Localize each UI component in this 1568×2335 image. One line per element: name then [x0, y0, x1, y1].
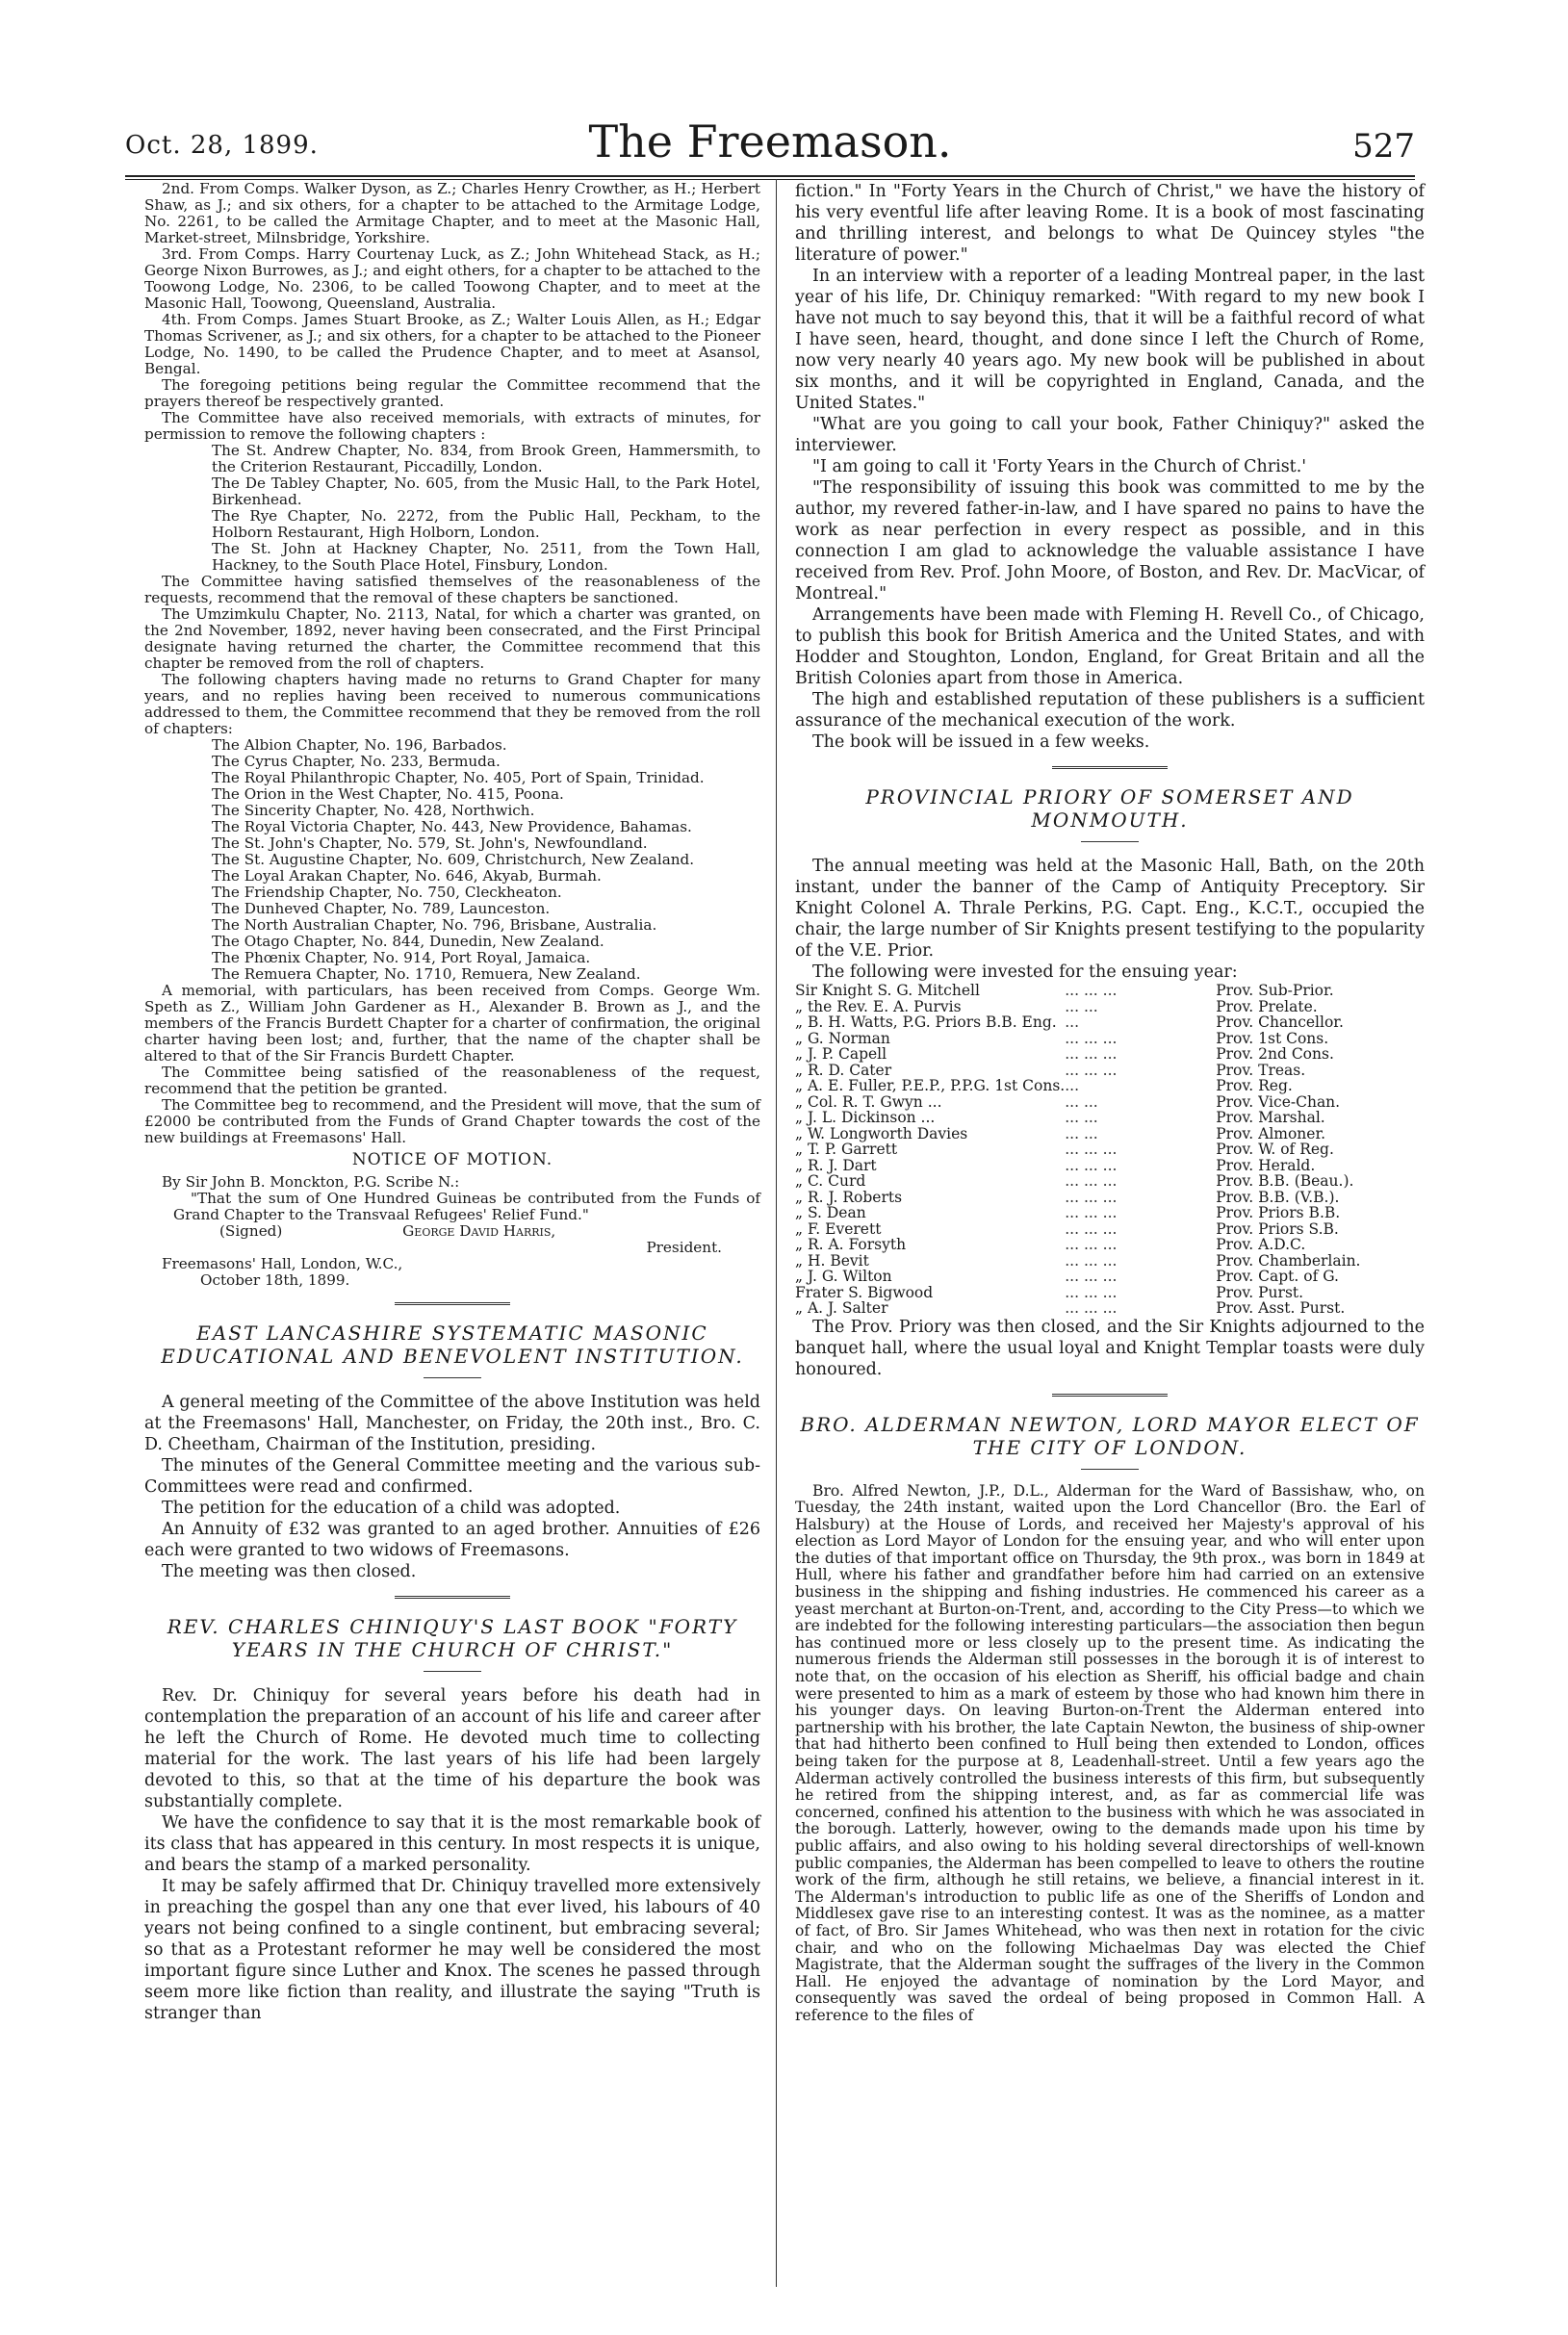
- east-lancashire-heading: EAST LANCASHIRE SYSTEMATIC MASONIC EDUCATIONAL AND BENEVOLENT INSTITUTION.: [161, 1321, 744, 1368]
- column-divider: [776, 179, 777, 2287]
- table-row: [795, 1269, 1425, 1285]
- officer-name: „ R. J. Dart: [795, 1156, 877, 1174]
- table-row: [795, 1063, 1425, 1079]
- list-item: The Friendship Chapter, No. 750, Cleckheaton.: [212, 884, 562, 901]
- table-row: [795, 1158, 1425, 1174]
- paragraph: The annual meeting was held at the Masonic Hall, Bath, on the 20th instant, under the banner of the Camp of Antiquity Preceptory. Sir Knight Colonel A. Thrale Perkins, P.G. Capt. Eng., K.C.T., occupied the chair, the large number of Sir Knights present testifying to the popularity of the V.E. Prior.: [795, 857, 1425, 961]
- paragraph: The Committee being satisfied of the reasonableness of the request, recommend that the petition be granted.: [144, 1064, 760, 1097]
- leader-dots: ... ... ...: [1065, 1045, 1118, 1063]
- signatory-name: George David Harris,: [402, 1222, 556, 1240]
- table-row: [795, 1285, 1425, 1301]
- newton-heading: BRO. ALDERMAN NEWTON, LORD MAYOR ELECT OF THE CITY OF LONDON.: [800, 1412, 1420, 1459]
- list-item: The Otago Chapter, No. 844, Dunedin, New Zealand.: [212, 933, 604, 950]
- officer-name: „ J. P. Capell: [795, 1045, 887, 1063]
- list-item: The Royal Philanthropic Chapter, No. 405, Port of Spain, Trinidad.: [212, 769, 705, 786]
- paragraph: The minutes of the General Committee meeting and the various sub-Committees were read and confirmed.: [144, 1456, 760, 1497]
- table-row: [795, 1126, 1425, 1142]
- officer-office: Prov. Purst.: [1216, 1283, 1304, 1301]
- paragraph: The Committee having satisfied themselves of the reasonableness of the requests, recommend that the removal of these chapters be sanctioned.: [144, 573, 760, 606]
- leader-dots: ... ... ...: [1065, 1172, 1118, 1190]
- paragraph: A general meeting of the Committee of the above Institution was held at the Freemasons' Hall, Manchester, on Friday, the 20th inst., Bro. C. D. Cheetham, Chairman of the Institution, presiding.: [144, 1393, 760, 1454]
- section-rule: [395, 1596, 510, 1602]
- priory-closing: [795, 1317, 1425, 1380]
- officer-name: „ J. L. Dickinson ...: [795, 1109, 936, 1126]
- paragraph: The following were invested for the ensuing year:: [812, 962, 1238, 982]
- masthead: [125, 115, 1415, 173]
- paragraph: The Committee beg to recommend, and the President will move, that the sum of £2000 be contributed from the Funds of Grand Chapter towards the cost of the new buildings at Freemasons' Hall.: [144, 1096, 760, 1146]
- section-rule: [1052, 766, 1168, 772]
- officer-office: Prov. 1st Cons.: [1216, 1029, 1329, 1047]
- paragraph: Rev. Dr. Chiniquy for several years before his death had in contemplation the preparation of an account of his life and career after he left the Church of Rome. He devoted much time to collecting material for the work. The last years of his life had been largely devoted to this, so that at the time of his departure the book was substantially complete.: [144, 1686, 760, 1811]
- priory-heading: PROVINCIAL PRIORY OF SOMERSET AND MONMOUTH.: [865, 785, 1354, 832]
- officer-office: Prov. A.D.C.: [1216, 1236, 1306, 1253]
- officer-office: Prov. Sub-Prior.: [1216, 982, 1334, 999]
- issue-date: Oct. 28, 1899.: [125, 131, 319, 160]
- notice-title: NOTICE OF MOTION.: [351, 1150, 553, 1169]
- leader-dots: ...: [1065, 1077, 1080, 1094]
- leader-dots: ... ... ...: [1065, 1251, 1118, 1270]
- minutes-block: [144, 181, 760, 443]
- table-row: [795, 1031, 1425, 1047]
- list-item: The Phœnix Chapter, No. 914, Port Royal, Jamaica.: [212, 949, 591, 966]
- leader-dots: ... ...: [1065, 1109, 1098, 1126]
- table-row: [795, 1078, 1425, 1094]
- officer-office: Prov. W. of Reg.: [1216, 1141, 1334, 1158]
- heading-rule: [424, 1377, 481, 1378]
- leader-dots: ... ...: [1065, 997, 1098, 1015]
- officer-name: „ W. Longworth Davies: [795, 1124, 968, 1142]
- officers-table: [795, 983, 1425, 1317]
- signatory-title: President.: [646, 1239, 722, 1256]
- list-item: The St. Andrew Chapter, No. 834, from Brook Green, Hammersmith, to the Criterion Restaurant, Piccadilly, London.: [212, 442, 760, 475]
- priory-body: [795, 856, 1425, 983]
- heading-rule: [424, 1671, 481, 1672]
- leader-dots: ... ...: [1065, 1092, 1098, 1111]
- chiniquy-heading: REV. CHARLES CHINIQUY'S LAST BOOK "FORTY YEARS IN THE CHURCH OF CHRIST.": [167, 1615, 738, 1661]
- officer-name: Frater S. Bigwood: [795, 1283, 934, 1301]
- right-column: [795, 181, 1425, 2025]
- table-row: [795, 1300, 1425, 1317]
- leader-dots: ... ... ...: [1065, 1156, 1118, 1174]
- paragraph: "The responsibility of issuing this book was committed to me by the author, my revered father-in-law, and I have spared no pains to have the work as near perfection in every respect as possible, and in this connection I am glad to acknowledge the valuable assistance I have received from Rev. Prof. John Moore, of Boston, and Rev. Dr. MacVicar, of Montreal.": [795, 478, 1425, 603]
- notice-by: By Sir John B. Monckton, P.G. Scribe N.:: [162, 1173, 460, 1191]
- paragraph: 4th. From Comps. James Stuart Brooke, as Z.; Walter Louis Allen, as H.; Edgar Thomas Scrivener, as J.; and six others, for a chapter to be attached to the Pioneer Lodge, No. 1490, to be called the Prudence Chapter, and to meet at Asansol, Bengal.: [144, 311, 760, 377]
- leader-dots: ... ... ...: [1065, 1268, 1118, 1285]
- paragraph: In an interview with a reporter of a leading Montreal paper, in the last year of his life, Dr. Chiniquy remarked: "With regard to my new book I have not much to say beyond this, that it will be a faithful record of what I have seen, heard, thought, and done since I left the Church of Rome, now very nearly 40 years ago. My new book will be published in about six months, and it will be copyrighted in England, Canada, and the United States.": [795, 267, 1425, 413]
- paragraph: 2nd. From Comps. Walker Dyson, as Z.; Charles Henry Crowther, as H.; Herbert Shaw, as J.; and six others, for a chapter to be attached to the Armitage Lodge, No. 2261, to be called the Armitage Chapter, and to meet at the Masonic Hall, Market-street, Milnsbridge, Yorkshire.: [144, 180, 760, 246]
- newspaper-title: The Freemason.: [588, 115, 952, 167]
- table-row: [795, 983, 1425, 999]
- paragraph: 3rd. From Comps. Harry Courtenay Luck, as Z.; John Whitehead Stack, as H.; George Nixon Burrowes, as J.; and eight others, for a chapter to be attached to the Toowong Lodge, No. 2306, to be called Toowong Chapter, and to meet at the Masonic Hall, Toowong, Queensland, Australia.: [144, 245, 760, 312]
- officer-office: Prov. Almoner.: [1216, 1124, 1326, 1142]
- leader-dots: ... ... ...: [1065, 1299, 1118, 1317]
- list-item: The St. John's Chapter, No. 579, St. John's, Newfoundland.: [212, 834, 648, 852]
- leader-dots: ...: [1065, 1014, 1080, 1031]
- list-item: The Rye Chapter, No. 2272, from the Public Hall, Peckham, to the Holborn Restaurant, High Holborn, London.: [212, 507, 760, 541]
- officer-office: Prov. Chancellor.: [1216, 1014, 1344, 1031]
- paragraph: The Umzimkulu Chapter, No. 2113, Natal, for which a charter was granted, on the 2nd November, 1892, never having been consecrated, and the First Principal designate having returned the charter, the Committee recommend that this chapter be removed from the roll of chapters.: [144, 605, 760, 672]
- leader-dots: ... ... ...: [1065, 1236, 1118, 1253]
- table-row: [795, 999, 1425, 1015]
- officer-name: Sir Knight S. G. Mitchell: [795, 982, 980, 999]
- heading-rule: [1081, 1469, 1139, 1470]
- list-item: The Dunheved Chapter, No. 789, Launceston.: [212, 900, 551, 917]
- officer-name: „ R. J. Roberts: [795, 1188, 903, 1206]
- list-item: The Royal Victoria Chapter, No. 443, New Providence, Bahamas.: [212, 818, 692, 835]
- paragraph: "What are you going to call your book, Father Chiniquy?" asked the interviewer.: [795, 415, 1425, 455]
- list-item: The Orion in the West Chapter, No. 415, Poona.: [212, 785, 564, 803]
- paragraph: The book will be issued in a few weeks.: [812, 732, 1150, 752]
- leader-dots: ... ... ...: [1065, 1029, 1118, 1047]
- heading-rule: [1081, 841, 1139, 842]
- removal-list: [144, 443, 760, 574]
- list-item: The Albion Chapter, No. 196, Barbados.: [212, 736, 507, 754]
- leader-dots: ... ... ...: [1065, 1204, 1118, 1221]
- officer-office: Prov. Asst. Purst.: [1216, 1299, 1346, 1317]
- officer-office: Prov. Priors S.B.: [1216, 1219, 1339, 1238]
- list-item: The Sincerity Chapter, No. 428, Northwich.: [212, 802, 535, 819]
- leader-dots: ... ...: [1065, 1124, 1098, 1142]
- officer-office: Prov. Chamberlain.: [1216, 1251, 1361, 1270]
- paragraph: The petition for the education of a child was adopted.: [162, 1499, 621, 1518]
- address-date: October 18th, 1899.: [200, 1271, 350, 1289]
- paragraph: The Committee have also received memorials, with extracts of minutes, for permission to remove the following chapters :: [144, 409, 760, 443]
- signed-label: (Signed): [219, 1222, 283, 1240]
- officer-office: Prov. B.B. (V.B.).: [1216, 1188, 1340, 1206]
- officer-name: „ C. Curd: [795, 1172, 866, 1190]
- officer-office: Prov. B.B. (Beau.).: [1216, 1172, 1354, 1190]
- list-item: The De Tabley Chapter, No. 605, from the Music Hall, to the Park Hotel, Birkenhead.: [212, 475, 760, 508]
- east-lancashire-body: [144, 1392, 760, 1582]
- masthead-rule: [125, 175, 1415, 177]
- signature-line: [144, 1223, 760, 1240]
- list-item: The St. Augustine Chapter, No. 609, Christchurch, New Zealand.: [212, 851, 695, 868]
- officer-name: „ H. Bevit: [795, 1251, 869, 1270]
- paragraph: An Annuity of £32 was granted to an aged brother. Annuities of £26 each were granted to two widows of Freemasons.: [144, 1520, 760, 1560]
- paragraph: It may be safely affirmed that Dr. Chiniquy travelled more extensively in preaching the gospel than any one that ever lived, his labours of 40 years not being confined to a single continent, but embracing several; so that as a Protestant reformer he may well be considered the most important figure since Luther and Knox. The scenes he passed through seem more like fiction than reality, and illustrate the saying "Truth is stranger than: [144, 1877, 760, 2023]
- leader-dots: ... ... ...: [1065, 1188, 1118, 1206]
- leader-dots: ... ... ...: [1065, 982, 1118, 999]
- page-number: 527: [1352, 127, 1415, 166]
- table-row: [795, 1110, 1425, 1126]
- leader-dots: ... ... ...: [1065, 1283, 1118, 1301]
- table-row: [795, 1046, 1425, 1063]
- table-row: [795, 1205, 1425, 1221]
- notice-text: "That the sum of One Hundred Guineas be contributed from the Funds of Grand Chapter to the Transvaal Refugees' Relief Fund.": [173, 1190, 760, 1223]
- officer-office: Prov. Priors B.B.: [1216, 1204, 1341, 1221]
- officer-name: „ G. Norman: [795, 1029, 890, 1047]
- paragraph: The meeting was then closed.: [162, 1562, 417, 1581]
- officer-name: „ S. Dean: [795, 1204, 866, 1221]
- officer-office: Prov. Capt. of G.: [1216, 1268, 1339, 1285]
- table-row: [795, 1142, 1425, 1158]
- officer-name: „ R. D. Cater: [795, 1061, 892, 1079]
- officer-name: „ B. H. Watts, P.G. Priors B.B. Eng.: [795, 1014, 1057, 1031]
- paragraph: The high and established reputation of these publishers is a sufficient assurance of the mechanical execution of the work.: [795, 690, 1425, 731]
- address: Freemasons' Hall, London, W.C.,: [162, 1255, 403, 1272]
- table-row: [795, 1173, 1425, 1190]
- table-row: [795, 1253, 1425, 1270]
- table-row: [795, 1237, 1425, 1253]
- officer-office: Prov. 2nd Cons.: [1216, 1045, 1334, 1063]
- list-item: The Remuera Chapter, No. 1710, Remuera, New Zealand.: [212, 965, 641, 983]
- officer-office: Prov. Vice-Chan.: [1216, 1092, 1341, 1111]
- officer-name: „ A. E. Fuller, P.E.P., P.P.G. 1st Cons.: [795, 1077, 1066, 1094]
- paragraph: Arrangements have been made with Fleming H. Revell Co., of Chicago, to publish this book for British America and the United States, and with Hodder and Stoughton, London, England, for Great Britain and all the British Colonies apart from those in America.: [795, 605, 1425, 688]
- leader-dots: ... ... ...: [1065, 1061, 1118, 1079]
- officer-name: „ J. G. Wilton: [795, 1268, 892, 1285]
- officer-name: „ A. J. Salter: [795, 1299, 888, 1317]
- officer-office: Prov. Herald.: [1216, 1156, 1316, 1174]
- officer-office: Prov. Treas.: [1216, 1061, 1306, 1079]
- struck-chapter-list: [144, 737, 760, 983]
- paragraph: fiction." In "Forty Years in the Church of Christ," we have the history of his very eventful life after leaving Rome. It is a book of most fascinating and thrilling interest, and belongs to what De Quincey styles "the literature of power.": [795, 182, 1425, 265]
- officer-name: „ R. A. Forsyth: [795, 1236, 907, 1253]
- paragraph: A memorial, with particulars, has been received from Comps. George Wm. Speth as Z., William John Gardener as H., Alexander B. Brown as J., and the members of the Francis Burdett Chapter for a charter of confirmation, the original charter having been lost; and, further, that the name of the chapter shall be altered to that of the Sir Francis Burdett Chapter.: [144, 982, 760, 1065]
- paragraph: The following chapters having made no returns to Grand Chapter for many years, and no replies having been received to numerous communications addressed to them, the Committee recommend that they be removed from the roll of chapters:: [144, 671, 760, 737]
- chiniquy-body: [144, 1685, 760, 2024]
- officer-name: „ T. P. Garrett: [795, 1141, 898, 1158]
- paragraph: We have the confidence to say that it is the most remarkable book of its class that has appeared in this century. In most respects it is unique, and bears the stamp of a marked personality.: [144, 1813, 760, 1875]
- leader-dots: ... ... ...: [1065, 1219, 1118, 1238]
- list-item: The Loyal Arakan Chapter, No. 646, Akyab, Burmah.: [212, 867, 602, 885]
- paragraph: The foregoing petitions being regular the Committee recommend that the prayers thereof be respectively granted.: [144, 376, 760, 410]
- officer-office: Prov. Prelate.: [1216, 997, 1318, 1015]
- officer-name: „ Col. R. T. Gwyn ...: [795, 1092, 942, 1111]
- table-row: [795, 1221, 1425, 1238]
- section-rule: [395, 1302, 510, 1308]
- paragraph: "I am going to call it 'Forty Years in the Church of Christ.': [812, 457, 1307, 476]
- list-item: The St. John at Hackney Chapter, No. 2511, from the Town Hall, Hackney, to the South Place Hotel, Finsbury, London.: [212, 540, 760, 574]
- newton-body: [795, 1483, 1425, 2025]
- table-row: [795, 1094, 1425, 1111]
- list-item: The North Australian Chapter, No. 796, Brisbane, Australia.: [212, 916, 657, 934]
- left-column: [144, 181, 760, 2024]
- table-row: [795, 1014, 1425, 1031]
- paragraph: The Prov. Priory was then closed, and the Sir Knights adjourned to the banquet hall, where the usual loyal and Knight Templar toasts were duly honoured.: [795, 1317, 1425, 1379]
- leader-dots: ... ... ...: [1065, 1141, 1118, 1158]
- section-rule: [1052, 1394, 1168, 1399]
- table-row: [795, 1190, 1425, 1206]
- officer-name: „ the Rev. E. A. Purvis: [795, 997, 962, 1015]
- officer-office: Prov. Marshal.: [1216, 1109, 1325, 1126]
- list-item: The Cyrus Chapter, No. 233, Bermuda.: [212, 753, 501, 770]
- paragraph: Bro. Alfred Newton, J.P., D.L., Alderman for the Ward of Bassishaw, who, on Tuesday, the 24th instant, waited upon the Lord Chancellor (Bro. the Earl of Halsbury) at the House of Lords, and received her Majesty's approval of his election as Lord Mayor of London for the ensuing year, and who will enter upon the duties of that important office on Thursday, the 9th prox., was born in 1849 at Hull, where his father and grandfather before him had carried on an extensive business in the shipping and fishing industries. He commenced his career as a yeast merchant at Burton-on-Trent, and, according to the City Press—to which we are indebted for the following interesting particulars—the association then begun has continued more or less closely up to the present time. As indicating the numerous friends the Alderman still possesses in the borough it is of interest to note that, on the occasion of his election as Sheriff, his official badge and chain were presented to him as a mark of esteem by those who had known him there in his younger days. On leaving Burton-on-Trent the Alderman entered into partnership with his brother, the late Captain Newton, the business of ship-owner that had hitherto been confined to Hull being then extended to London, offices being taken for the purpose at 8, Leadenhall-street. Until a few years ago the Alderman actively controlled the business interests of this firm, but subsequently he retired from the shipping interest, and, as far as commercial life was concerned, confined his attention to the business with which he was associated in the borough. Latterly, however, owing to the demands made upon his time by public affairs, and also owing to his holding several directorships of well-known public companies, the Alderman has been compelled to leave to others the routine work of the firm, although he still retains, we believe, a financial interest in it. The Alderman's introduction to public life as one of the Sheriffs of London and Middlesex gave rise to an interesting contest. It was as the nominee, as a matter of fact, of Bro. Sir James Whitehead, who was then next in rotation for the civic chair, and who on the following Michaelmas Day was elected the Chief Magistrate, that the Alderman sought the suffrages of the livery in the Common Hall. He enjoyed the advantage of nomination by the Lord Mayor, and consequently was saved the ordeal of being proposed in Common Hall. A reference to the files of: [795, 1481, 1425, 2024]
- officer-name: „ F. Everett: [795, 1219, 882, 1238]
- officer-office: Prov. Reg.: [1216, 1077, 1293, 1094]
- chiniquy-continuation: [795, 181, 1425, 753]
